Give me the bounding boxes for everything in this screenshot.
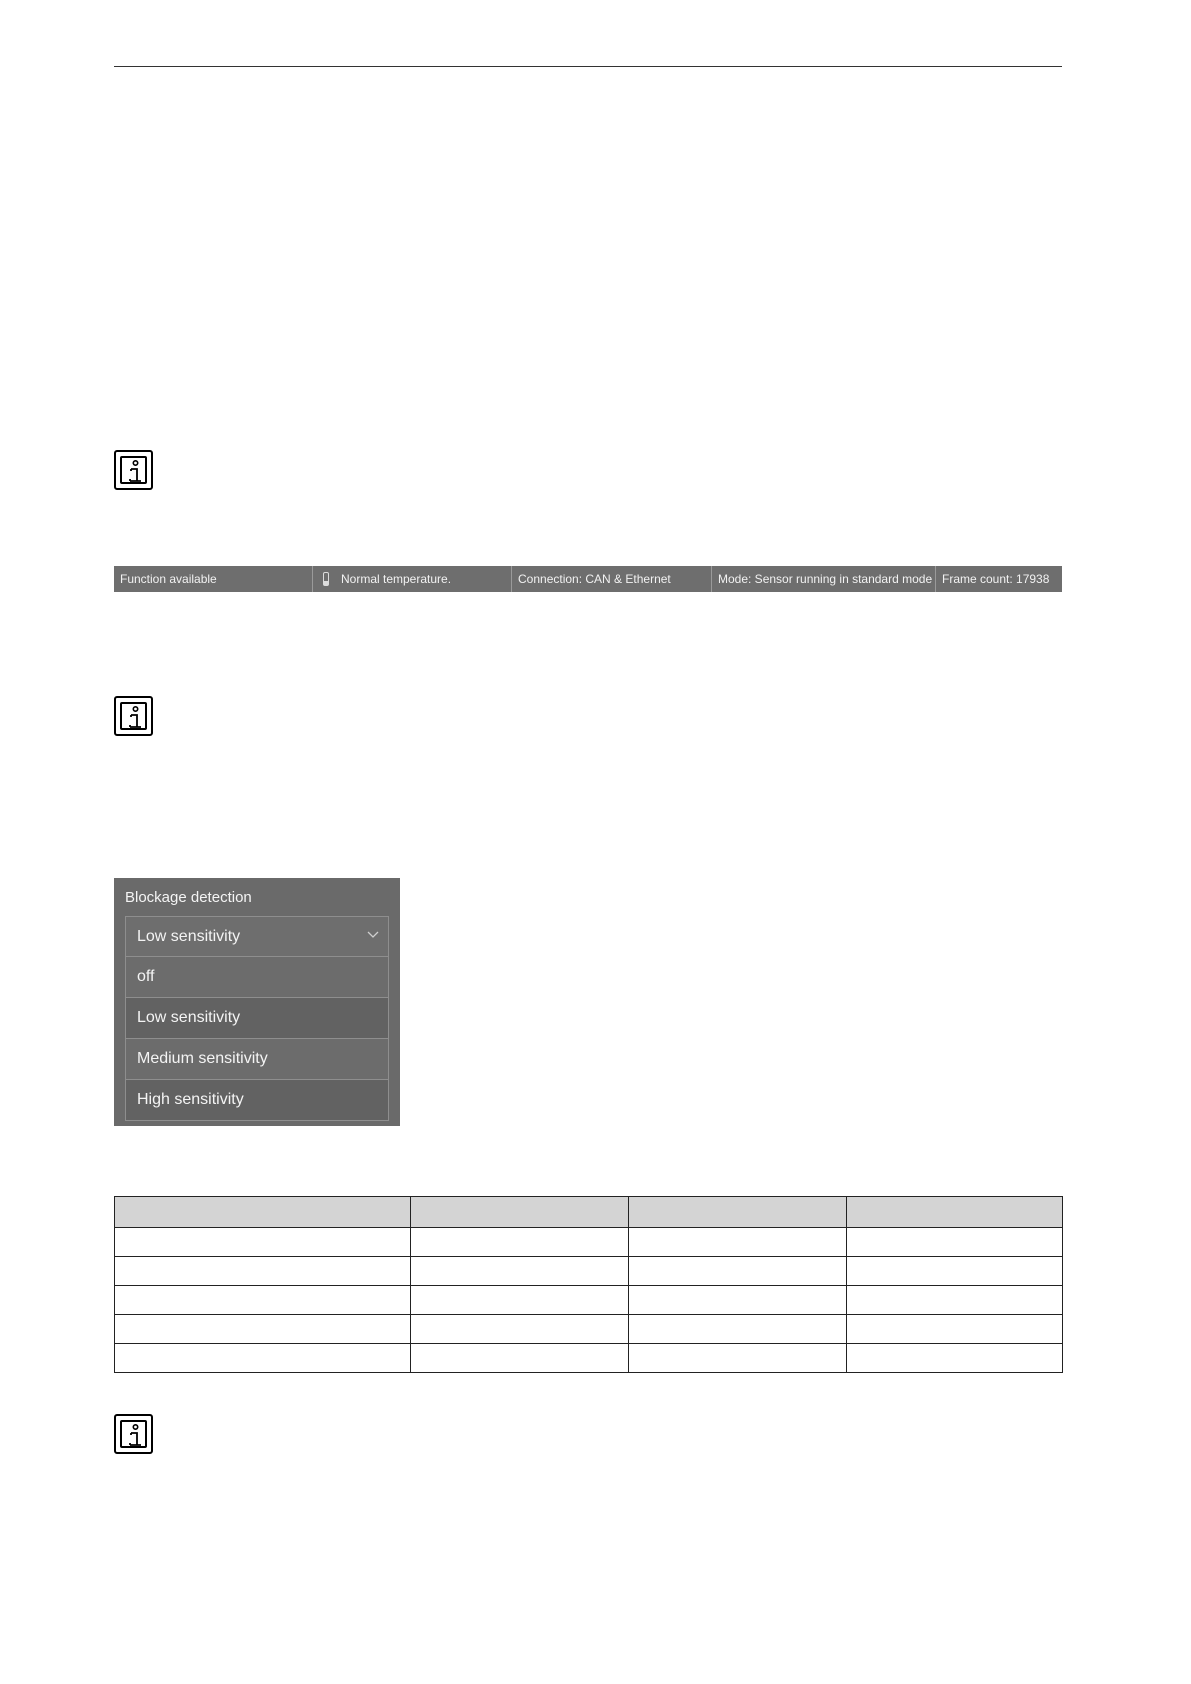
status-function (114, 566, 313, 592)
chevron-down-icon (367, 931, 379, 939)
status-mode-label: Mode: Sensor running in standard mode (718, 572, 933, 586)
table-row (115, 1315, 1063, 1344)
table-cell (411, 1315, 629, 1344)
status-temperature (313, 566, 512, 592)
option-low-sensitivity[interactable] (125, 998, 389, 1039)
table-cell (629, 1257, 847, 1286)
table-cell (847, 1257, 1063, 1286)
option-label: Low sensitivity (137, 1009, 241, 1026)
info-note-icon (114, 1414, 153, 1454)
header-rule (114, 66, 1062, 67)
option-off[interactable] (125, 957, 389, 998)
table-cell (115, 1228, 411, 1257)
option-label: off (137, 968, 155, 985)
selected-value: Low sensitivity (137, 927, 241, 945)
table-cell (629, 1315, 847, 1344)
table-cell (411, 1286, 629, 1315)
option-medium-sensitivity[interactable] (125, 1039, 389, 1080)
status-connection-label: Connection: CAN & Ethernet (518, 572, 671, 586)
table-cell (115, 1257, 411, 1286)
table-cell (411, 1228, 629, 1257)
status-frame-count-label: Frame count: 17938 (942, 572, 1050, 586)
table-cell (847, 1286, 1063, 1315)
status-temperature-label: Normal temperature. (341, 572, 452, 586)
status-frame-count (936, 566, 1062, 592)
table-cell (847, 1228, 1063, 1257)
table-cell (629, 1344, 847, 1373)
table-header-row (115, 1197, 1063, 1228)
table-cell (847, 1344, 1063, 1373)
table-header-cell (115, 1197, 411, 1228)
status-mode (712, 566, 936, 592)
table-cell (629, 1286, 847, 1315)
blockage-detection-title: Blockage detection (125, 889, 252, 906)
table-cell (411, 1344, 629, 1373)
table-row (115, 1286, 1063, 1315)
table-cell (629, 1228, 847, 1257)
option-label: Medium sensitivity (137, 1050, 268, 1067)
table-cell (847, 1315, 1063, 1344)
table-row (115, 1344, 1063, 1373)
status-bar (114, 566, 1062, 592)
table-cell (411, 1257, 629, 1286)
table-row (115, 1228, 1063, 1257)
table-header-cell (411, 1197, 629, 1228)
blockage-detection-panel (114, 878, 400, 1126)
table-cell (115, 1286, 411, 1315)
table-header-cell (629, 1197, 847, 1228)
option-label: High sensitivity (137, 1091, 244, 1108)
table-row (115, 1257, 1063, 1286)
parameter-table (114, 1196, 1063, 1373)
table-cell (115, 1344, 411, 1373)
info-note-icon (114, 450, 153, 490)
blockage-detection-select[interactable] (125, 916, 389, 957)
status-connection (512, 566, 712, 592)
thermometer-icon (323, 572, 329, 586)
info-note-icon (114, 696, 153, 736)
status-function-label: Function available (120, 572, 217, 586)
option-high-sensitivity[interactable] (125, 1080, 389, 1121)
table-cell (115, 1315, 411, 1344)
table-header-cell (847, 1197, 1063, 1228)
